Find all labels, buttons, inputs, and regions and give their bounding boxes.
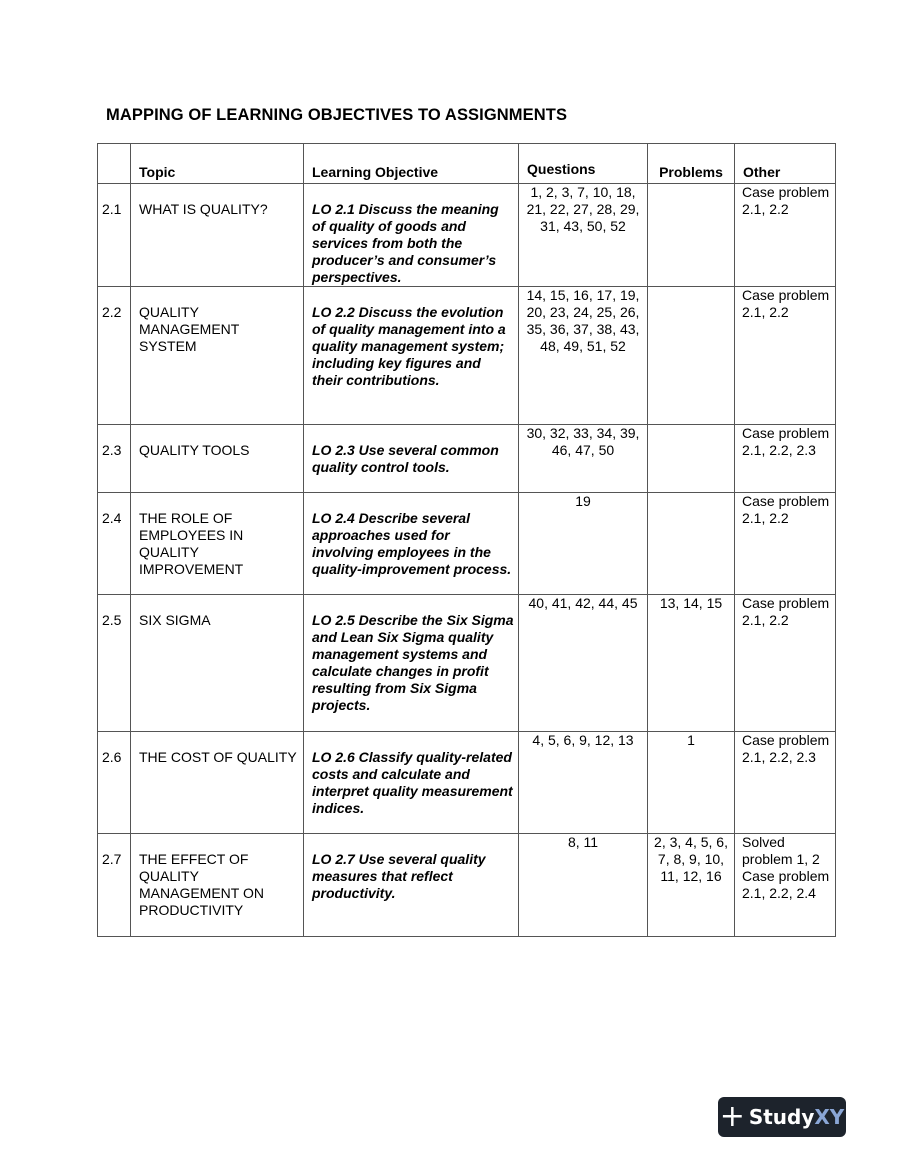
row-questions: 1, 2, 3, 7, 10, 18, 21, 22, 27, 28, 29, 31, 43, 50, 52 [519,184,648,287]
header-learning-objective: Learning Objective [304,144,519,184]
row-questions: 14, 15, 16, 17, 19, 20, 23, 24, 25, 26, 35, 36, 37, 38, 43, 48, 49, 51, 52 [519,287,648,425]
page-title: MAPPING OF LEARNING OBJECTIVES TO ASSIGNMENTS [106,106,568,124]
row-problems: 13, 14, 15 [648,595,735,732]
row-other: Case problem 2.1, 2.2 [735,184,836,287]
studyxy-logo [718,1097,846,1137]
row-number: 2.4 [98,493,131,595]
row-problems [648,184,735,287]
row-other: Case problem 2.1, 2.2 [735,595,836,732]
row-questions: 40, 41, 42, 44, 45 [519,595,648,732]
row-learning-objective: LO 2.4 Describe several approaches used for involving employees in the quality-improvement process. [304,493,519,595]
row-number: 2.1 [98,184,131,287]
table-row [98,493,836,595]
header-questions: Questions [519,144,648,184]
row-topic: THE COST OF QUALITY [131,732,304,834]
row-learning-objective: LO 2.6 Classify quality-related costs and calculate and interpret quality measurement indices. [304,732,519,834]
row-other: Case problem 2.1, 2.2, 2.3 [735,732,836,834]
row-problems [648,425,735,493]
row-number: 2.2 [98,287,131,425]
row-questions: 19 [519,493,648,595]
table-row [98,425,836,493]
row-other: Case problem 2.1, 2.2, 2.3 [735,425,836,493]
table-row [98,732,836,834]
row-other: Case problem 2.1, 2.2 [735,493,836,595]
header-number [98,144,131,184]
header-other: Other [735,144,836,184]
logo-text-accent: XY [814,1105,845,1129]
table-header [98,144,836,184]
row-topic: QUALITY MANAGEMENT SYSTEM [131,287,304,425]
mapping-table [97,143,836,937]
header-topic: Topic [131,144,304,184]
row-questions: 8, 11 [519,834,648,937]
row-questions: 30, 32, 33, 34, 39, 46, 47, 50 [519,425,648,493]
table-row [98,834,836,937]
row-other: Case problem 2.1, 2.2 [735,287,836,425]
row-learning-objective: LO 2.5 Describe the Six Sigma and Lean Six Sigma quality management systems and calculate changes in profit resulting from Six Sigma projects. [304,595,519,732]
row-topic: QUALITY TOOLS [131,425,304,493]
table-row [98,595,836,732]
row-topic: WHAT IS QUALITY? [131,184,304,287]
table-row [98,287,836,425]
header-problems: Problems [648,144,735,184]
row-problems: 2, 3, 4, 5, 6, 7, 8, 9, 10, 11, 12, 16 [648,834,735,937]
row-topic: THE EFFECT OF QUALITY MANAGEMENT ON PRODUCTIVITY [131,834,304,937]
row-problems [648,493,735,595]
row-learning-objective: LO 2.2 Discuss the evolution of quality management into a quality management system; including key figures and their contributions. [304,287,519,425]
table-body [98,184,836,937]
row-learning-objective: LO 2.7 Use several quality measures that reflect productivity. [304,834,519,937]
row-problems [648,287,735,425]
row-problems: 1 [648,732,735,834]
logo-text-main: Study [748,1105,815,1129]
row-topic: SIX SIGMA [131,595,304,732]
row-learning-objective: LO 2.1 Discuss the meaning of quality of goods and services from both the producer’s and consumer’s perspectives. [304,184,519,287]
plus-icon: + [719,1099,745,1134]
row-number: 2.5 [98,595,131,732]
row-number: 2.7 [98,834,131,937]
row-number: 2.3 [98,425,131,493]
table-row [98,184,836,287]
row-other: Solved problem 1, 2 Case problem 2.1, 2.2, 2.4 [735,834,836,937]
row-number: 2.6 [98,732,131,834]
row-topic: THE ROLE OF EMPLOYEES IN QUALITY IMPROVEMENT [131,493,304,595]
row-questions: 4, 5, 6, 9, 12, 13 [519,732,648,834]
row-learning-objective: LO 2.3 Use several common quality control tools. [304,425,519,493]
